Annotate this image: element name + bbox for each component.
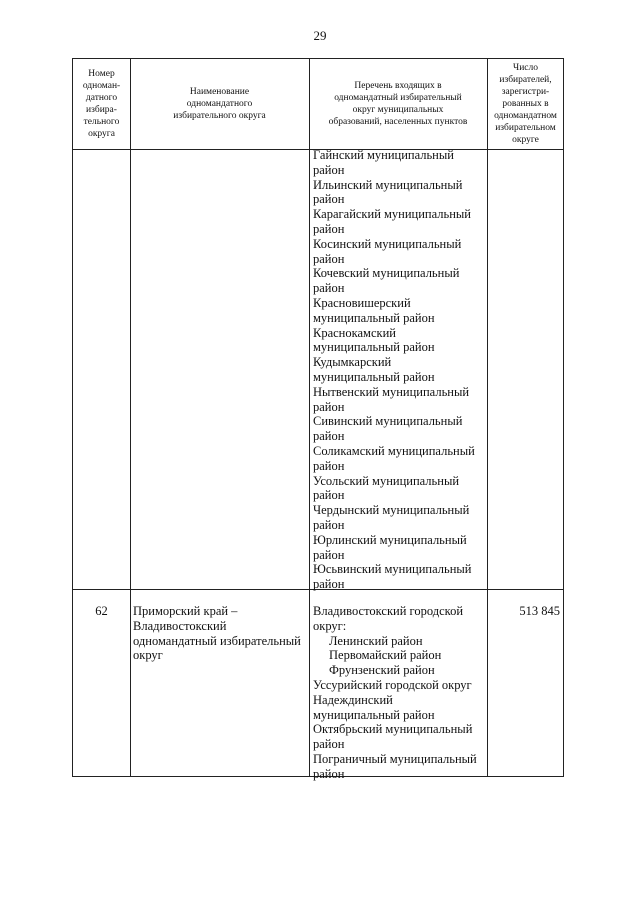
text-line: район <box>313 251 345 266</box>
text-line: Чердынский муниципальный <box>313 503 470 518</box>
municipality-item: муниципальный район <box>313 707 435 722</box>
text-line: Красновишерский <box>313 295 411 310</box>
text-line: зарегистри- <box>501 87 550 97</box>
text-line: образований, населенных пунктов <box>328 117 468 127</box>
text-line: датного <box>85 93 118 103</box>
text-line: избирательном <box>495 123 556 133</box>
municipality-item: Октябрьский муниципальный <box>313 722 473 737</box>
page-number: 29 <box>313 28 327 43</box>
text-line: тельного <box>83 117 120 127</box>
text-line: Соликамский муниципальный <box>313 443 475 458</box>
text-line: Гайнский муниципальный <box>313 148 454 162</box>
text-line: Юсьвинский муниципальный <box>313 562 472 577</box>
text-line: Наименование <box>189 87 250 97</box>
text-line: избирателей, <box>499 75 552 85</box>
municipality-item: район <box>313 737 345 752</box>
text-line: район <box>313 577 345 592</box>
text-line: округ <box>133 648 163 663</box>
municipality-item: Фрунзенский район <box>329 663 435 678</box>
header-district-number <box>73 59 130 149</box>
text-line: избирательного округа <box>173 111 266 121</box>
text-line: Карагайский муниципальный <box>313 207 471 222</box>
municipality-item: Первомайский район <box>329 648 442 663</box>
text-line: район <box>313 488 345 503</box>
text-line: рованных в <box>502 99 549 109</box>
text-line: одномандатный избирательный <box>133 633 301 648</box>
text-line: Сивинский муниципальный <box>313 414 463 429</box>
text-line: округа <box>88 129 115 139</box>
text-line: Приморский край – <box>133 604 238 618</box>
text-line: район <box>313 429 345 444</box>
text-line: муниципальный район <box>313 310 435 325</box>
district-municipalities-list <box>313 604 477 782</box>
municipality-item: Надеждинский <box>313 692 393 707</box>
text-line: Усольский муниципальный <box>313 473 460 488</box>
text-line: Число <box>513 63 538 73</box>
column-divider-2 <box>309 59 310 776</box>
text-line: муниципальный район <box>313 369 435 384</box>
municipality-item: Пограничный муниципальный <box>313 751 477 766</box>
text-line: Ильинский муниципальный <box>313 177 463 192</box>
text-line: одноман- <box>82 81 121 91</box>
text-line: Кочевский муниципальный <box>313 266 460 281</box>
text-line: Юрлинский муниципальный <box>313 532 467 547</box>
text-line: район <box>313 399 345 414</box>
text-line: район <box>313 162 345 177</box>
header-voters-count <box>487 59 564 149</box>
text-line: Нытвенский муниципальный <box>313 384 470 399</box>
district-name <box>133 604 301 663</box>
text-line: район <box>313 281 345 296</box>
text-line: район <box>313 547 345 562</box>
districts-table <box>72 58 564 781</box>
text-line: Номер <box>88 69 115 79</box>
municipality-item: округ: <box>313 618 347 633</box>
text-line: район <box>313 192 345 207</box>
header-district-name <box>130 59 309 149</box>
text-line: одномандатного <box>186 99 253 109</box>
header-municipalities-list <box>309 59 487 149</box>
municipality-item: Уссурийский городской округ <box>313 677 472 692</box>
column-divider-1 <box>130 59 131 776</box>
text-line: муниципальный район <box>313 340 435 355</box>
text-line: район <box>313 517 345 532</box>
district-voters-count: 513 845 <box>519 604 560 618</box>
text-line: Краснокамский <box>313 325 396 340</box>
text-line: Перечень входящих в <box>354 81 442 91</box>
municipality-item: Ленинский район <box>329 633 423 648</box>
text-line: район <box>313 458 345 473</box>
text-line: округе <box>512 135 539 145</box>
text-line: округ муниципальных <box>352 105 444 115</box>
text-line: одномандатный избирательный <box>334 93 462 103</box>
municipality-item: район <box>313 766 345 781</box>
text-line: одномандатном <box>494 111 557 121</box>
continued-municipalities-list <box>313 148 475 592</box>
district-number: 62 <box>95 604 108 618</box>
text-line: Косинский муниципальный <box>313 236 462 251</box>
text-line: избира- <box>86 105 117 115</box>
column-divider-3 <box>487 59 488 776</box>
text-line: Кудымкарский <box>313 355 392 370</box>
municipality-item: Владивостокский городской <box>313 604 464 618</box>
text-line: район <box>313 221 345 236</box>
text-line: Владивостокский <box>133 618 227 633</box>
